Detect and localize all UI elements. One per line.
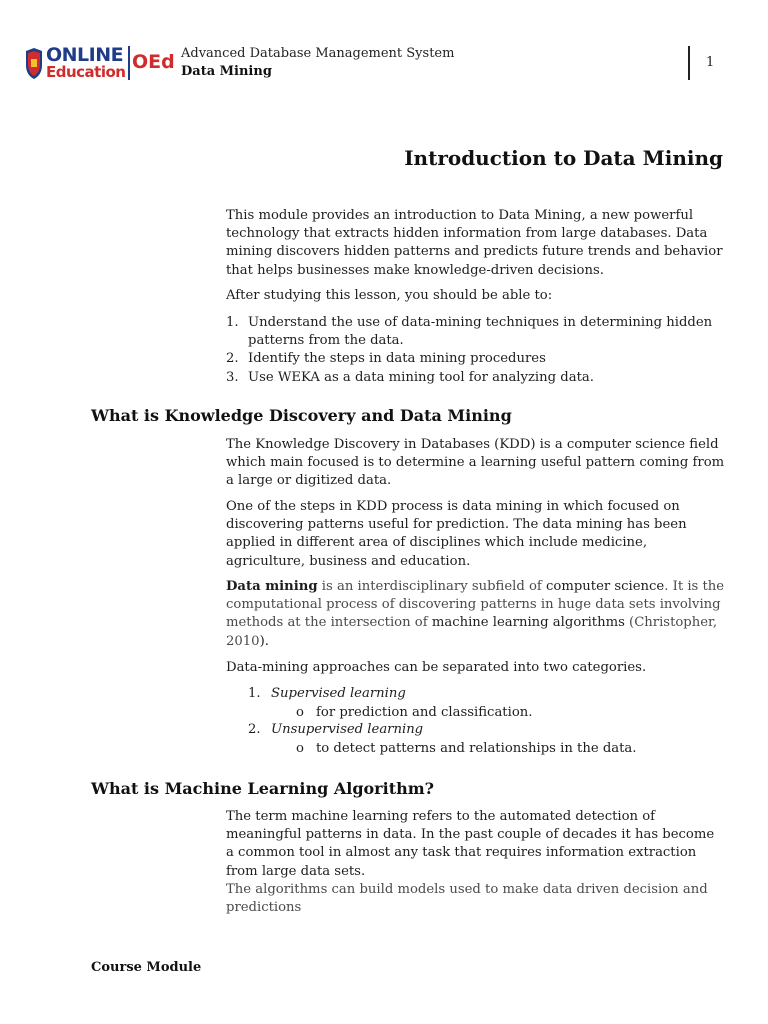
kdd-text-3 xyxy=(226,578,726,651)
kdd-paragraph-1 xyxy=(226,436,726,491)
category-detail-text: for prediction and classification. xyxy=(316,705,533,720)
list-text: Understand the use of data-mining techniques in determining hidden patterns from the data. xyxy=(248,315,713,349)
kdd-paragraph-2 xyxy=(226,498,726,571)
citation-text: (Christopher, 2010 xyxy=(226,615,718,649)
category-number: 1. xyxy=(248,686,261,701)
bullet-icon: o xyxy=(296,741,304,756)
logo-online-text: ONLINE xyxy=(46,44,124,66)
kdd-text-2: One of the steps in KDD process is data mining in which focused on discovering patterns useful for prediction. The data mining has been applied in different area of disciplines which include medicine, agriculture, business and education. xyxy=(226,499,687,569)
definition-part-a: is an interdisciplinary subfield of xyxy=(317,579,547,594)
logo-divider xyxy=(128,46,130,80)
list-number: 2. xyxy=(226,351,239,367)
definition-part-c: . It is the computational process of discovering patterns in huge data sets involving methods at the intersection of xyxy=(226,579,725,631)
header-divider xyxy=(688,46,690,80)
shield-emblem-icon xyxy=(24,47,44,81)
objectives-list xyxy=(226,314,726,387)
footer-label: Course Module xyxy=(91,960,202,975)
page-number: 1 xyxy=(706,55,715,70)
objectives-lead-text: After studying this lesson, you should be able to: xyxy=(226,288,553,303)
ml-text-1: The term machine learning refers to the automated detection of meaningful patterns in data. In the past couple of decades it has become a common tool in almost any task that requires information extraction from large data sets. xyxy=(226,809,715,879)
course-name: Advanced Database Management System xyxy=(181,46,455,61)
logo xyxy=(24,44,174,84)
category-number: 2. xyxy=(248,722,261,737)
ml-algorithms-link[interactable]: machine learning algorithms xyxy=(431,615,625,631)
category-name: Unsupervised learning xyxy=(271,722,424,737)
objectives-lead xyxy=(226,287,726,305)
bullet-icon: o xyxy=(296,705,304,720)
list-text: Identify the steps in data mining procedures xyxy=(248,351,546,367)
list-text: Use WEKA as a data mining tool for analyzing data. xyxy=(248,369,594,385)
page-title: Introduction to Data Mining xyxy=(404,146,723,170)
list-item xyxy=(226,314,726,350)
categories-lead-text: Data-mining approaches can be separated into two categories. xyxy=(226,660,647,675)
logo-oed-text: OEd xyxy=(132,51,175,73)
list-number: 3. xyxy=(226,369,239,385)
ml-paragraph xyxy=(226,808,726,917)
section-heading-kdd: What is Knowledge Discovery and Data Mining xyxy=(91,406,512,425)
kdd-paragraph-3 xyxy=(226,578,726,651)
computer-science-link[interactable]: computer science xyxy=(546,579,665,594)
data-mining-term: Data mining xyxy=(226,579,318,594)
intro-paragraph xyxy=(226,207,726,280)
ml-text-2: The algorithms can build models used to make data driven decision and predictions xyxy=(226,881,708,916)
list-number: 1. xyxy=(226,315,239,330)
list-item xyxy=(226,350,726,368)
intro-text: This module provides an introduction to Data Mining, a new powerful technology that extracts hidden information from large databases. Data mining discovers hidden patterns and predicts future trends and behavior that helps businesses make knowledge-driven decisions. xyxy=(226,208,723,278)
module-topic: Data Mining xyxy=(181,64,272,79)
logo-education-text: Education xyxy=(46,63,126,81)
list-item xyxy=(226,369,726,387)
category-detail-text: to detect patterns and relationships in the data. xyxy=(316,741,637,756)
section-heading-ml: What is Machine Learning Algorithm? xyxy=(91,779,435,798)
definition-end: ). xyxy=(259,633,269,649)
categories-lead xyxy=(226,659,726,677)
category-name: Supervised learning xyxy=(271,686,406,701)
kdd-text-1: The Knowledge Discovery in Databases (KDD) is a computer science field which main focused is to determine a learning useful pattern coming from a large or digitized data. xyxy=(226,437,725,489)
